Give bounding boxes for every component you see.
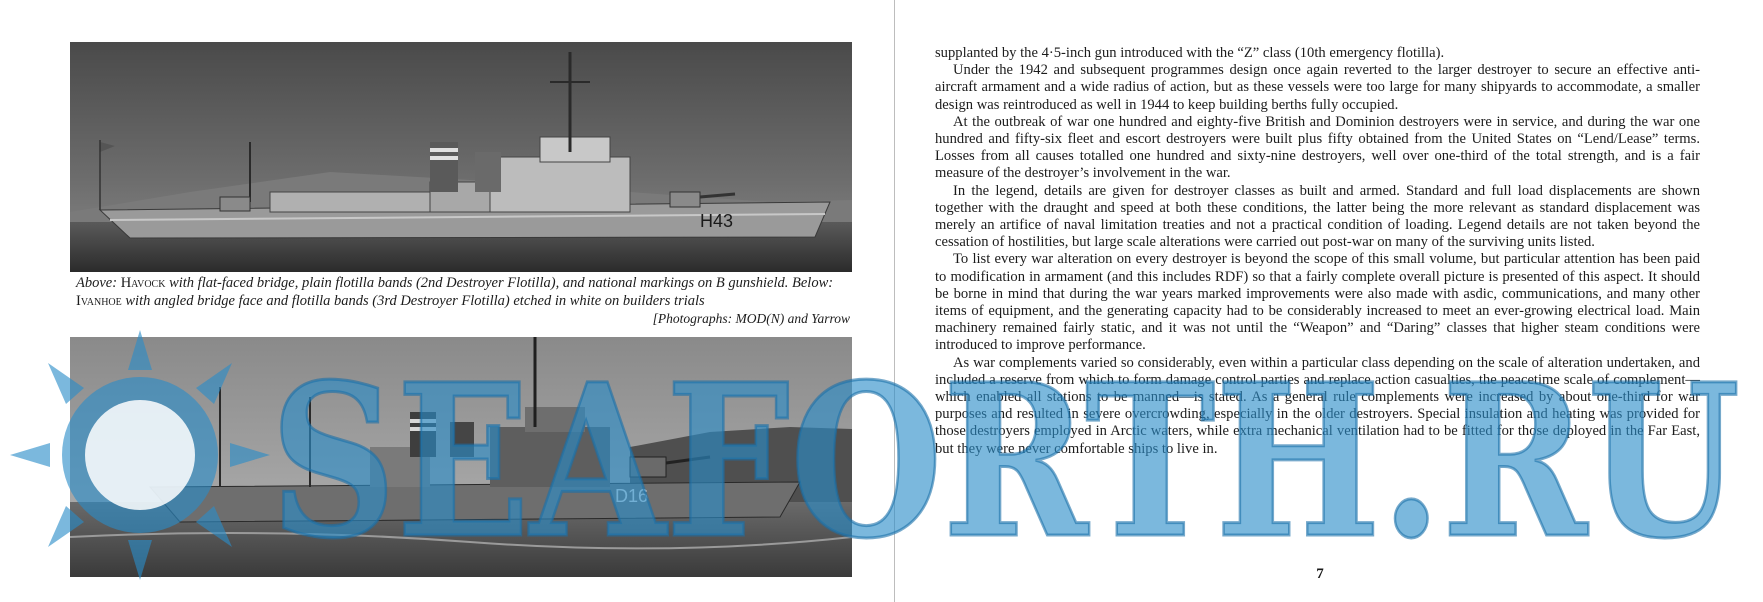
paragraph-6: As war complements varied so considerably, even within a particular class depending on the scale of alteration undertaken, and included a reserve from which to form damage control parties and replace action casualties, the peacetime scale of complement—which enabled all stations to be manned—is stated. As a general rule complements were increased by about one-third for war purposes and resulted in severe overcrowding, especially in the older destroyers. Special insulation and heating was provided for those destroyers employed in Arctic waters, while extra mechanical ventilation had to be fitted for those deployed in the Far East, but they were never comfortable ships to live in.	[935, 354, 1700, 457]
photo-credit: [Photographs: MOD(N) and Yarrow	[652, 311, 850, 326]
caption-text-2: with angled bridge face and flotilla bands (3rd Destroyer Flotilla) etched in white on builders trials	[125, 293, 705, 309]
caption-below-label: Below:	[792, 275, 834, 291]
paragraph-5: To list every war alteration on every destroyer is beyond the scope of this small volume, but particular attention has been paid to modification in armament (and this includes RDF) so that a fairly complete overall picture is presented of this aspect. It should be borne in mind that during the war years marked improvements were also made with asdic, communications, and many other items of equipment, and the generating capacity had to be considerably increased to meet an ever-growing electrical load. Main machinery remained fairly static, and it was not until the “Weapon” and “Daring” classes that higher steam conditions were introduced to improve performance.	[935, 251, 1700, 354]
body-text	[935, 45, 1700, 458]
caption-ship-havock: Havock	[120, 275, 166, 291]
caption-ship-ivanhoe: Ivanhoe	[76, 293, 122, 309]
paragraph-2: Under the 1942 and subsequent programmes design once again reverted to the larger destroyer to secure an effective anti-aircraft armament and a wide radius of action, but as these vessels were too large for many shipyards to accommodate, a smaller design was reintroduced as well in 1944 to keep building berths fully occupied.	[935, 62, 1700, 113]
paragraph-3: At the outbreak of war one hundred and eighty-five British and Dominion destroyers were in service, and during the war one hundred and fifty-six fleet and escort destroyers were built plus fifty obtained from the United States on “Lend/Lease” terms. Losses from all causes totalled one hundred and sixty-nine destroyers, well over one-third of the total strength, and is a fair measure of the destroyer’s involvement in the war.	[935, 113, 1700, 182]
destroyer-photo-bottom	[70, 337, 852, 577]
pennant-number-top: H43	[700, 211, 734, 231]
pennant-number-bottom: D16	[615, 486, 649, 506]
photo-havock	[70, 42, 852, 272]
destroyer-photo-top	[70, 42, 852, 272]
photo-caption	[76, 274, 852, 334]
caption-above-label: Above:	[76, 275, 118, 291]
watermark-text: SEAFORTH.RU	[270, 338, 1740, 580]
page-number: 7	[1316, 566, 1324, 582]
photo-ivanhoe	[70, 337, 852, 577]
paragraph-4: In the legend, details are given for destroyer classes as built and armed. Standard and full load displacements are shown together with the draught and speed at both these conditions, the latter being the more relevant as standard displacement was merely an artifice of naval limitation treaties and not a practical condition of loading. Legend details are not taken beyond the cessation of hostilities, but large scale alterations were carried out post-war on many of the surviving units listed.	[935, 182, 1700, 251]
caption-text-1: with flat-faced bridge, plain flotilla bands (2nd Destroyer Flotilla), and national markings on B gunshield.	[169, 275, 789, 291]
paragraph-1: supplanted by the 4·5-inch gun introduced with the “Z” class (10th emergency flotilla).	[935, 45, 1445, 61]
